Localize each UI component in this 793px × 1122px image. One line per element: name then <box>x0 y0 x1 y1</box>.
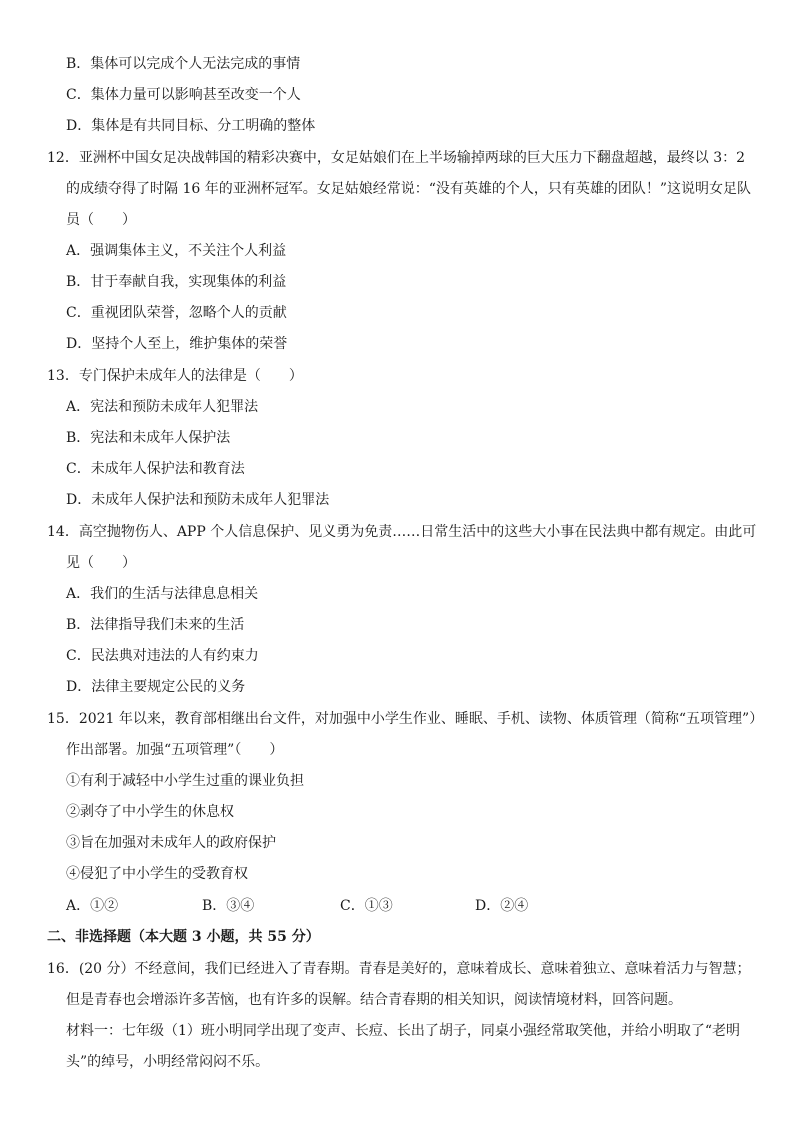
q15-statement-3: ③旨在加强对未成年人的政府保护 <box>66 835 276 851</box>
q12-stem-line-3: 员（ ） <box>66 212 136 228</box>
q16-material-line-1: 材料一：七年级（1）班小明同学出现了变声、长痘、长出了胡子，同桌小强经常取笑他，并给小明取了“老明 <box>66 1023 741 1039</box>
q16-material-line-2: 头”的绰号，小明经常闷闷不乐。 <box>66 1054 270 1070</box>
q15-choice-c: C．①③ <box>340 898 393 914</box>
q16-stem-line-2: 但是青春也会增添许多苦恼，也有许多的误解。结合青春期的相关知识，阅读情境材料，回答问题。 <box>66 992 682 1008</box>
q11-option-b: B．集体可以完成个人无法完成的事情 <box>66 56 301 72</box>
q15-statement-4: ④侵犯了中小学生的受教育权 <box>66 866 248 882</box>
q12-option-c: C．重视团队荣誉，忽略个人的贡献 <box>66 305 287 321</box>
q14-option-a: A．我们的生活与法律息息相关 <box>66 586 259 602</box>
q12-option-a: A．强调集体主义，不关注个人利益 <box>66 243 287 259</box>
q15-choices <box>66 896 586 916</box>
q15-stem-line-2: 作出部署。加强“五项管理”（ ） <box>66 742 284 758</box>
q15-choice-a: A．①② <box>66 898 119 914</box>
q13-option-a: A．宪法和预防未成年人犯罪法 <box>66 399 259 415</box>
section-title: 二、非选择题（本大题 3 小题，共 55 分） <box>47 929 320 945</box>
q16-stem-line-1: 16．(20 分）不经意间，我们已经进入了青春期。青春是美好的，意味着成长、意味着独立、意味着活力与智慧； <box>47 961 751 977</box>
q13-option-b: B．宪法和未成年人保护法 <box>66 430 231 446</box>
q12-stem-line-2: 的成绩夺得了时隔 16 年的亚洲杯冠军。女足姑娘经常说：“没有英雄的个人，只有英雄的团队！”这说明女足队 <box>66 181 752 197</box>
q14-stem-line-2: 见（ ） <box>66 555 136 571</box>
q12-option-d: D．坚持个人至上，维护集体的荣誉 <box>66 336 288 352</box>
q11-option-c: C．集体力量可以影响甚至改变一个人 <box>66 87 301 103</box>
q15-statement-2: ②剥夺了中小学生的休息权 <box>66 804 234 820</box>
q12-option-b: B．甘于奉献自我，实现集体的利益 <box>66 274 287 290</box>
q12-stem-line-1: 12．亚洲杯中国女足决战韩国的精彩决赛中，女足姑娘们在上半场输掉两球的巨大压力下翻盘超越，最终以 3：2 <box>47 150 746 166</box>
q14-stem-line-1: 14．高空抛物伤人、APP 个人信息保护、见义勇为免责……日常生活中的这些大小事在民法典中都有规定。由此可 <box>47 524 757 540</box>
q15-choice-d: D．②④ <box>475 898 529 914</box>
q14-option-c: C．民法典对违法的人有约束力 <box>66 648 259 664</box>
q11-option-d: D．集体是有共同目标、分工明确的整体 <box>66 118 316 134</box>
q15-choice-b: B．③④ <box>202 898 255 914</box>
q14-option-b: B．法律指导我们未来的生活 <box>66 617 245 633</box>
q14-option-d: D．法律主要规定公民的义务 <box>66 679 246 695</box>
q15-statement-1: ①有利于减轻中小学生过重的课业负担 <box>66 773 304 789</box>
q15-stem-line-1: 15．2021 年以来，教育部相继出台文件，对加强中小学生作业、睡眠、手机、读物、体质管理（简称“五项管理”） <box>47 711 764 727</box>
q13-option-c: C．未成年人保护法和教育法 <box>66 461 245 477</box>
q13-stem: 13．专门保护未成年人的法律是（ ） <box>47 368 303 384</box>
q13-option-d: D．未成年人保护法和预防未成年人犯罪法 <box>66 492 330 508</box>
